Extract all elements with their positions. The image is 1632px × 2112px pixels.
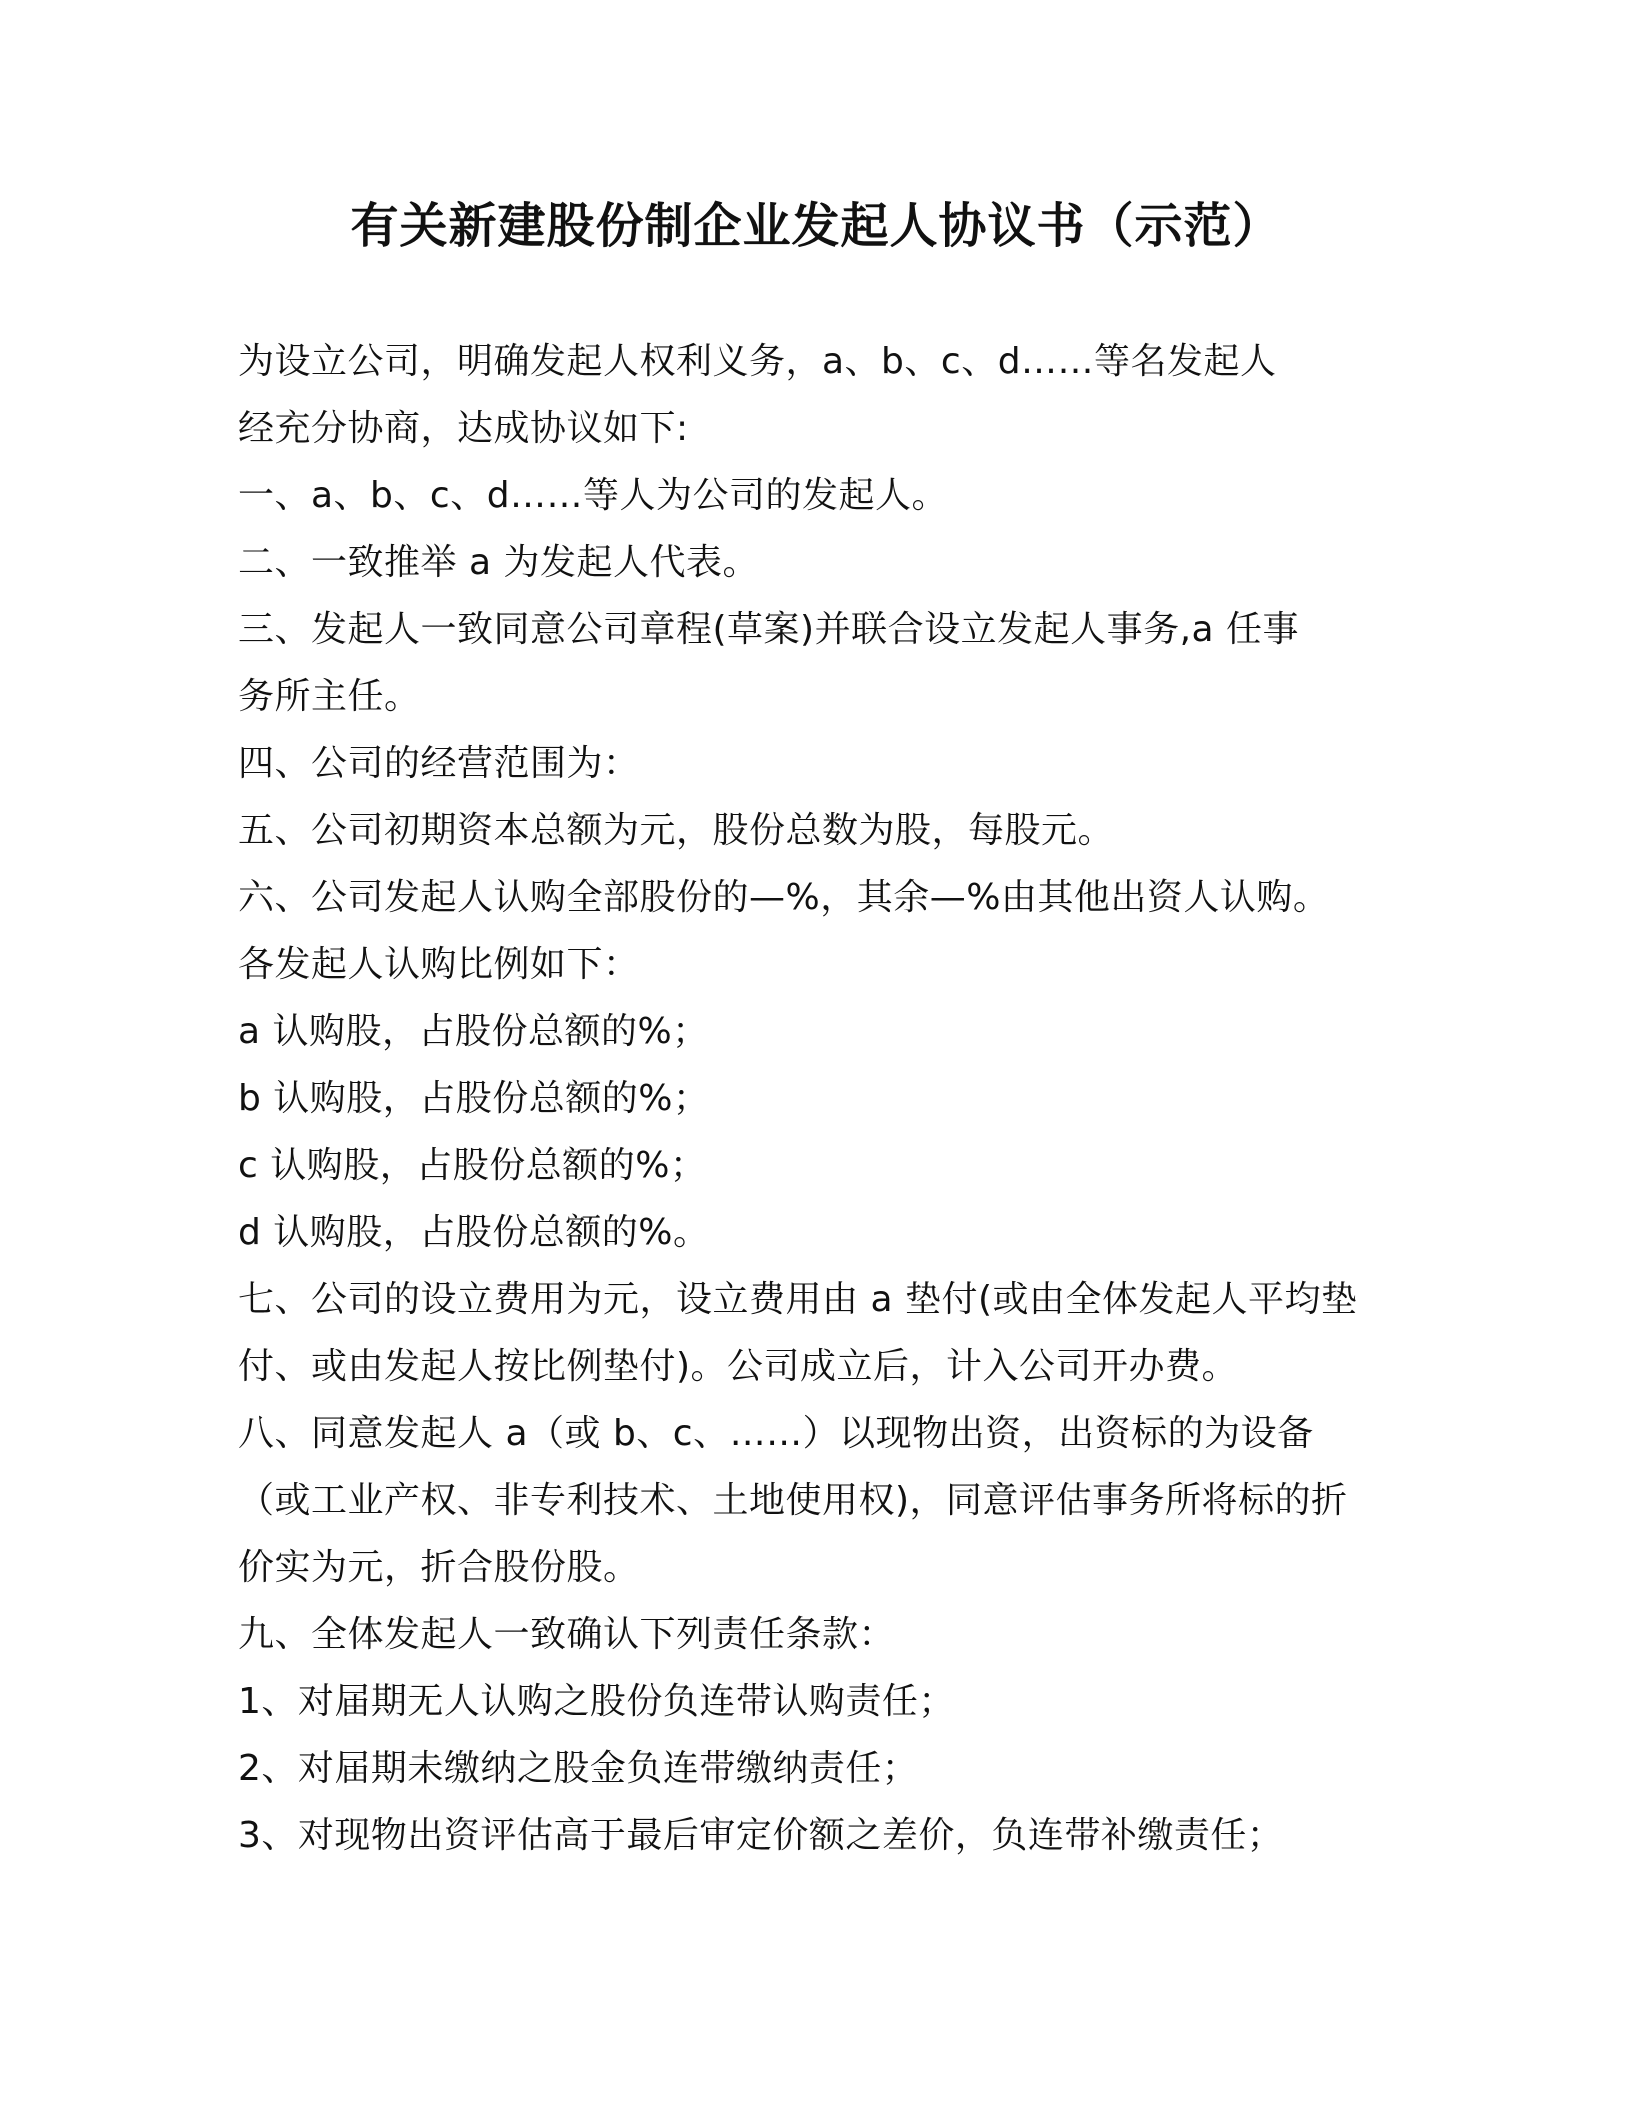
liability-item-1: 1、对届期无人认购之股份负连带认购责任； [238, 1681, 955, 1722]
paragraph-line-intro-2: 经充分协商，达成协议如下: [238, 408, 689, 449]
liability-item-3: 3、对现物出资评估高于最后审定价额之差价，负连带补缴责任； [238, 1815, 1284, 1856]
subscription-line-a: a 认购股，占股份总额的%； [238, 1011, 709, 1052]
document-body [238, 328, 1398, 1869]
clause-8-line-3: 价实为元，折合股份股。 [238, 1547, 640, 1588]
clause-5-line: 五、公司初期资本总额为元，股份总数为股，每股元。 [238, 810, 1115, 851]
clause-6-line-1: 六、公司发起人认购全部股份的—%，其余—%由其他出资人认购。 [238, 877, 1330, 918]
clause-4-line: 四、公司的经营范围为： [238, 743, 640, 784]
subscription-line-c: c 认购股，占股份总额的%； [238, 1145, 707, 1186]
clause-8-line-1: 八、同意发起人 a（或 b、c、……）以现物出资，出资标的为设备 [238, 1413, 1314, 1454]
paragraph-line-intro-1: 为设立公司，明确发起人权利义务，a、b、c、d……等名发起人 [238, 341, 1277, 382]
subscription-line-d: d 认购股，占股份总额的%。 [238, 1212, 710, 1253]
clause-9-line: 九、全体发起人一致确认下列责任条款： [238, 1614, 896, 1655]
clause-1-line: 一、a、b、c、d……等人为公司的发起人。 [238, 475, 949, 516]
clause-3-line-2: 务所主任。 [238, 676, 421, 717]
clause-3-line-1: 三、发起人一致同意公司章程(草案)并联合设立发起人事务,a 任事 [238, 609, 1300, 650]
clause-7-line-2: 付、或由发起人按比例垫付)。公司成立后，计入公司开办费。 [238, 1346, 1239, 1387]
clause-7-line-1: 七、公司的设立费用为元，设立费用由 a 垫付(或由全体发起人平均垫 [238, 1279, 1358, 1320]
subscription-line-b: b 认购股，占股份总额的%； [238, 1078, 710, 1119]
clause-8-line-2: （或工业产权、非专利技术、土地使用权)，同意评估事务所将标的折 [238, 1480, 1348, 1521]
liability-item-2: 2、对届期未缴纳之股金负连带缴纳责任； [238, 1748, 919, 1789]
document-title: 有关新建股份制企业发起人协议书（示范） [350, 198, 1282, 254]
clause-6-line-2: 各发起人认购比例如下： [238, 944, 640, 985]
clause-2-line: 二、一致推举 a 为发起人代表。 [238, 542, 759, 583]
